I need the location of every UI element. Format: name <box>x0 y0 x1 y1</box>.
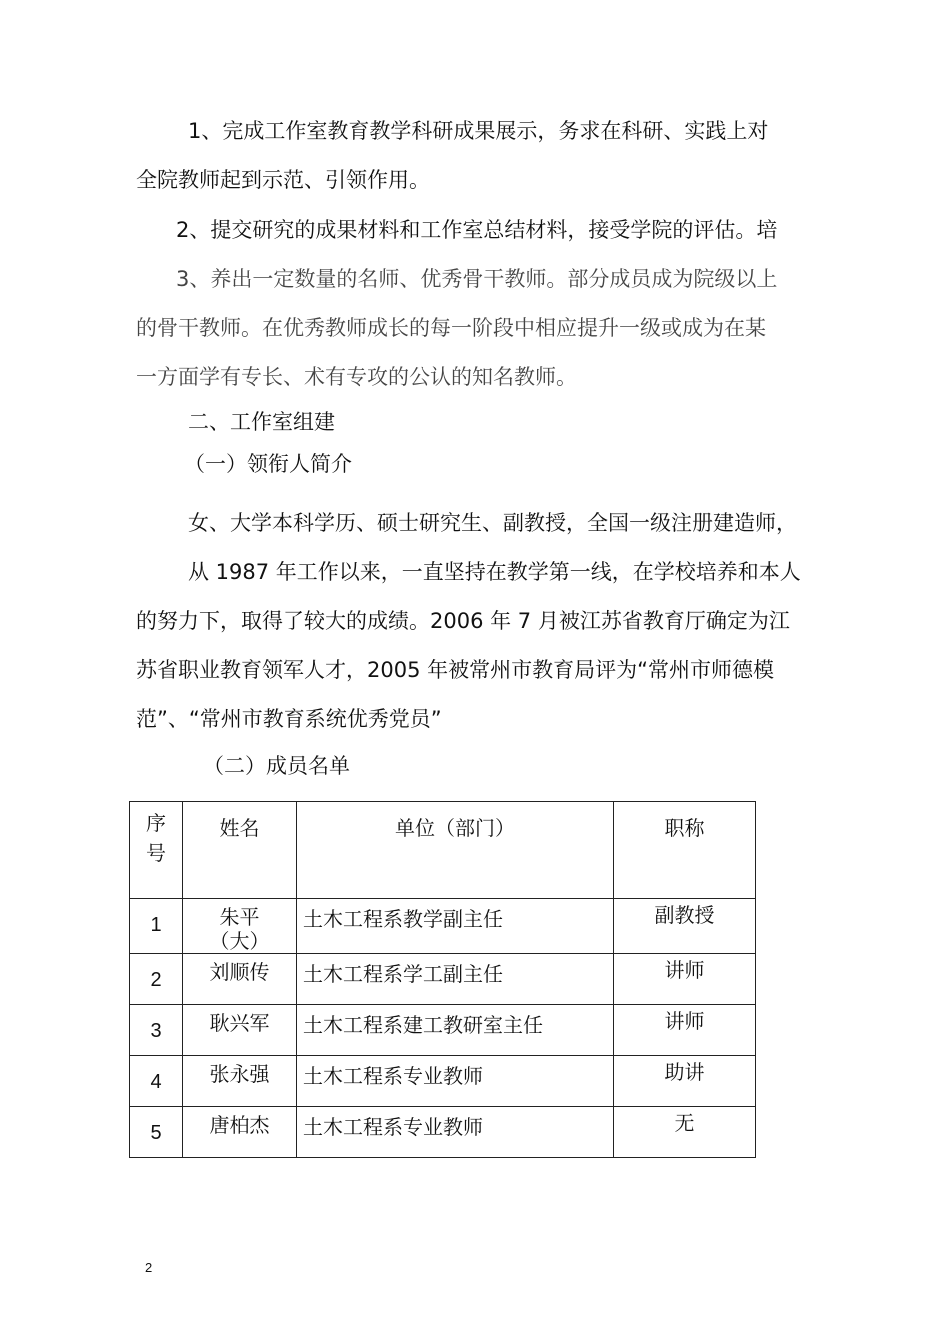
table-row <box>130 954 756 1005</box>
cell-title: 讲师 <box>614 1005 756 1056</box>
para-2-line-1: 2、提交研究的成果材料和工作室总结材料，接受学院的评估。培 <box>176 218 778 242</box>
table-row <box>130 1056 756 1107</box>
cell-title: 无 <box>614 1107 756 1158</box>
header-title: 职称 <box>614 802 756 899</box>
header-seq: 序 号 <box>130 802 183 899</box>
para-3-line-2: 的骨干教师。在优秀教师成长的每一阶段中相应提升一级或成为在某 <box>136 316 766 340</box>
table-row <box>130 899 756 954</box>
leader-intro-line-5: 范”、“常州市教育系统优秀党员” <box>136 707 442 731</box>
cell-seq: 4 <box>130 1056 183 1107</box>
cell-unit: 土木工程系专业教师 <box>297 1056 614 1107</box>
para-3-line-3: 一方面学有专长、术有专攻的公认的知名教师。 <box>136 365 577 389</box>
table-row <box>130 1107 756 1158</box>
member-table <box>129 801 756 1158</box>
para-3-line-1: 3、养出一定数量的名师、优秀骨干教师。部分成员成为院级以上 <box>176 267 778 291</box>
para-1-line-1: 1、完成工作室教育教学科研成果展示，务求在科研、实践上对 <box>188 119 769 143</box>
cell-name: 耿兴军 <box>183 1005 297 1056</box>
cell-title: 讲师 <box>614 954 756 1005</box>
page-number: 2 <box>145 1260 153 1275</box>
cell-title: 副教授 <box>614 899 756 954</box>
table-row <box>130 1005 756 1056</box>
cell-name: 朱平 （大） <box>183 899 297 954</box>
cell-unit: 土木工程系专业教师 <box>297 1107 614 1158</box>
cell-name: 唐柏杰 <box>183 1107 297 1158</box>
subsection-2-heading: （二）成员名单 <box>203 754 350 778</box>
cell-seq: 5 <box>130 1107 183 1158</box>
leader-intro-line-2: 从 1987 年工作以来，一直坚持在教学第一线，在学校培养和本人 <box>188 560 801 584</box>
para-1-line-2: 全院教师起到示范、引领作用。 <box>136 168 430 192</box>
leader-intro-line-1: 女、大学本科学历、硕士研究生、副教授，全国一级注册建造师， <box>188 511 797 535</box>
table-header-row <box>130 802 756 899</box>
leader-intro-line-4: 苏省职业教育领军人才，2005 年被常州市教育局评为“常州市师德模 <box>136 658 774 682</box>
header-name: 姓名 <box>183 802 297 899</box>
subsection-1-heading: （一）领衔人简介 <box>184 452 352 476</box>
cell-seq: 1 <box>130 899 183 954</box>
header-unit: 单位（部门） <box>297 802 614 899</box>
cell-unit: 土木工程系学工副主任 <box>297 954 614 1005</box>
cell-unit: 土木工程系教学副主任 <box>297 899 614 954</box>
section-2-heading: 二、工作室组建 <box>188 410 335 434</box>
cell-unit: 土木工程系建工教研室主任 <box>297 1005 614 1056</box>
cell-name: 刘顺传 <box>183 954 297 1005</box>
cell-name: 张永强 <box>183 1056 297 1107</box>
cell-title: 助讲 <box>614 1056 756 1107</box>
cell-seq: 2 <box>130 954 183 1005</box>
cell-seq: 3 <box>130 1005 183 1056</box>
leader-intro-line-3: 的努力下，取得了较大的成绩。2006 年 7 月被江苏省教育厅确定为江 <box>136 609 790 633</box>
